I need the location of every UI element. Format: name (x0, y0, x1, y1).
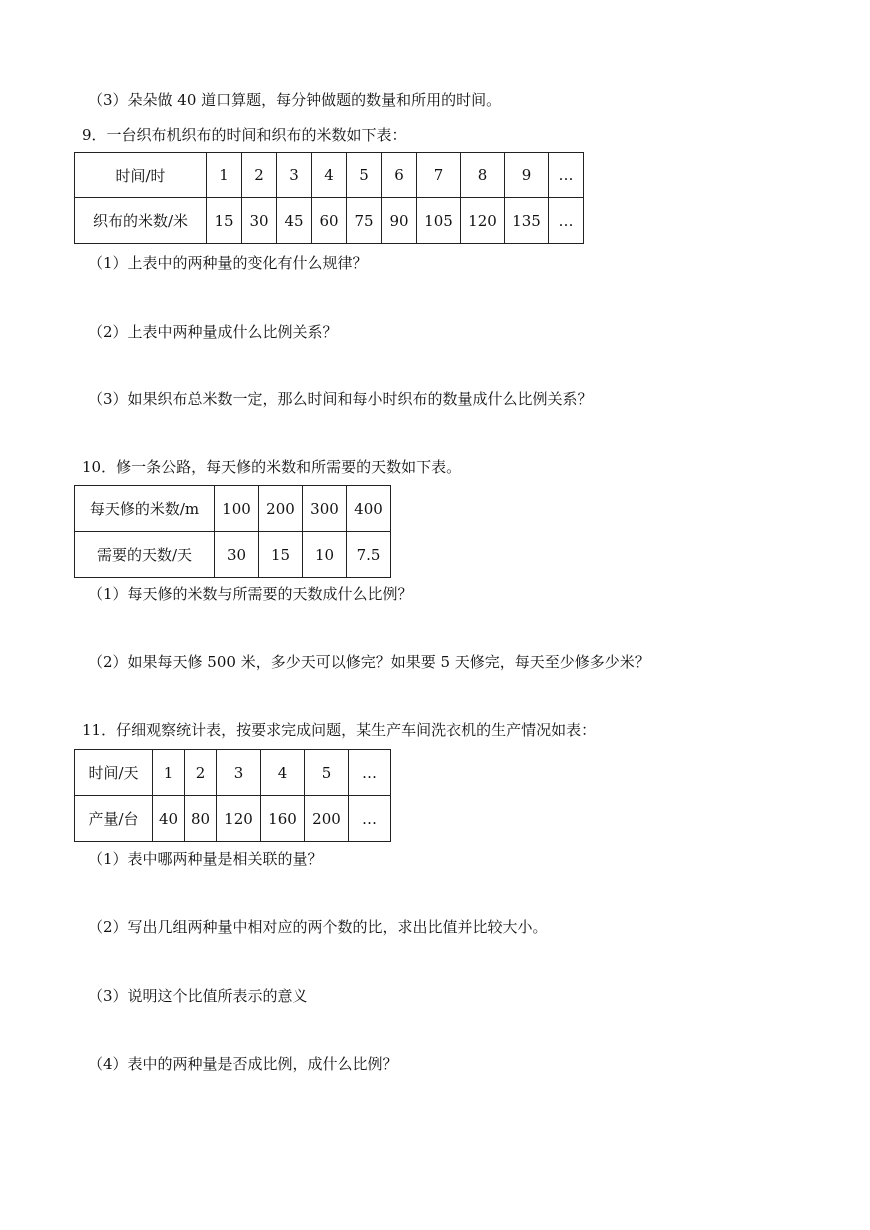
q9-part2: （2）上表中两种量成什么比例关系？ (88, 323, 338, 341)
q9-row2-cell: 30 (242, 198, 277, 244)
q10-row1-cell: 100 (215, 486, 259, 532)
q9-row2-cell: 15 (207, 198, 242, 244)
q10-row1-cell: 300 (303, 486, 347, 532)
q8-part3-text: （3）朵朵做 40 道口算题，每分钟做题的数量和所用的时间。 (88, 91, 502, 109)
q10-row2-cell: 7.5 (347, 532, 391, 578)
q10-row2-cell: 15 (259, 532, 303, 578)
q9-table-row-meters (75, 198, 584, 244)
q11-row1-cell: 2 (185, 750, 217, 796)
q9-row2-cell: … (549, 198, 584, 244)
q9-table (74, 152, 584, 244)
q11-row1-cell: 1 (153, 750, 185, 796)
q10-table-row-days (75, 532, 391, 578)
q10-stem: 10．修一条公路，每天修的米数和所需要的天数如下表。 (82, 458, 462, 476)
q9-row2-cell: 105 (417, 198, 461, 244)
q11-row2-label: 产量/台 (75, 796, 153, 842)
q10-row1-cell: 200 (259, 486, 303, 532)
q11-part2: （2）写出几组两种量中相对应的两个数的比，求出比值并比较大小。 (88, 918, 548, 936)
q11-row1-cell: 5 (305, 750, 349, 796)
q9-row1-cell: 3 (277, 153, 312, 198)
q11-stem: 11．仔细观察统计表，按要求完成问题，某生产车间洗衣机的生产情况如表： (82, 721, 597, 739)
q9-row2-cell: 45 (277, 198, 312, 244)
q9-row2-cell: 60 (312, 198, 347, 244)
q10-row2-label: 需要的天数/天 (75, 532, 215, 578)
q10-part1: （1）每天修的米数与所需要的天数成什么比例？ (88, 585, 413, 603)
q9-row1-cell: 6 (382, 153, 417, 198)
q11-table (74, 749, 391, 842)
q10-table (74, 485, 391, 578)
q11-row2-cell: 160 (261, 796, 305, 842)
q9-row1-cell: 2 (242, 153, 277, 198)
q9-row1-cell: 1 (207, 153, 242, 198)
q11-table-row-days (75, 750, 391, 796)
q10-table-row-meters (75, 486, 391, 532)
q9-row2-cell: 90 (382, 198, 417, 244)
q9-part1: （1）上表中的两种量的变化有什么规律？ (88, 254, 368, 272)
q9-row2-label: 织布的米数/米 (75, 198, 207, 244)
q11-row2-cell: 80 (185, 796, 217, 842)
q10-part2: （2）如果每天修 500 米，多少天可以修完？如果要 5 天修完，每天至少修多少米？ (88, 653, 650, 671)
q9-row2-cell: 135 (505, 198, 549, 244)
q9-row1-cell: 5 (347, 153, 382, 198)
q11-row2-cell: … (349, 796, 391, 842)
q9-part3: （3）如果织布总米数一定，那么时间和每小时织布的数量成什么比例关系？ (88, 390, 593, 408)
q9-row1-cell: 9 (505, 153, 549, 198)
q10-row1-label: 每天修的米数/m (75, 486, 215, 532)
q9-row1-cell: 8 (461, 153, 505, 198)
q11-row1-cell: 4 (261, 750, 305, 796)
q10-row1-cell: 400 (347, 486, 391, 532)
q11-part4: （4）表中的两种量是否成比例，成什么比例？ (88, 1055, 398, 1073)
q11-table-row-output (75, 796, 391, 842)
q11-row1-cell: … (349, 750, 391, 796)
q11-row1-cell: 3 (217, 750, 261, 796)
q9-row1-cell: 4 (312, 153, 347, 198)
q11-row2-cell: 40 (153, 796, 185, 842)
q9-row2-cell: 120 (461, 198, 505, 244)
q9-row1-cell: … (549, 153, 584, 198)
q11-row1-label: 时间/天 (75, 750, 153, 796)
q11-row2-cell: 200 (305, 796, 349, 842)
q9-row1-cell: 7 (417, 153, 461, 198)
q9-row2-cell: 75 (347, 198, 382, 244)
q11-part1: （1）表中哪两种量是相关联的量？ (88, 850, 323, 868)
q10-row2-cell: 10 (303, 532, 347, 578)
q11-row2-cell: 120 (217, 796, 261, 842)
q9-stem: 9．一台织布机织布的时间和织布的米数如下表： (82, 126, 407, 144)
q10-row2-cell: 30 (215, 532, 259, 578)
q9-table-row-time (75, 153, 584, 198)
q9-row1-label: 时间/时 (75, 153, 207, 198)
q11-part3: （3）说明这个比值所表示的意义 (88, 987, 308, 1005)
